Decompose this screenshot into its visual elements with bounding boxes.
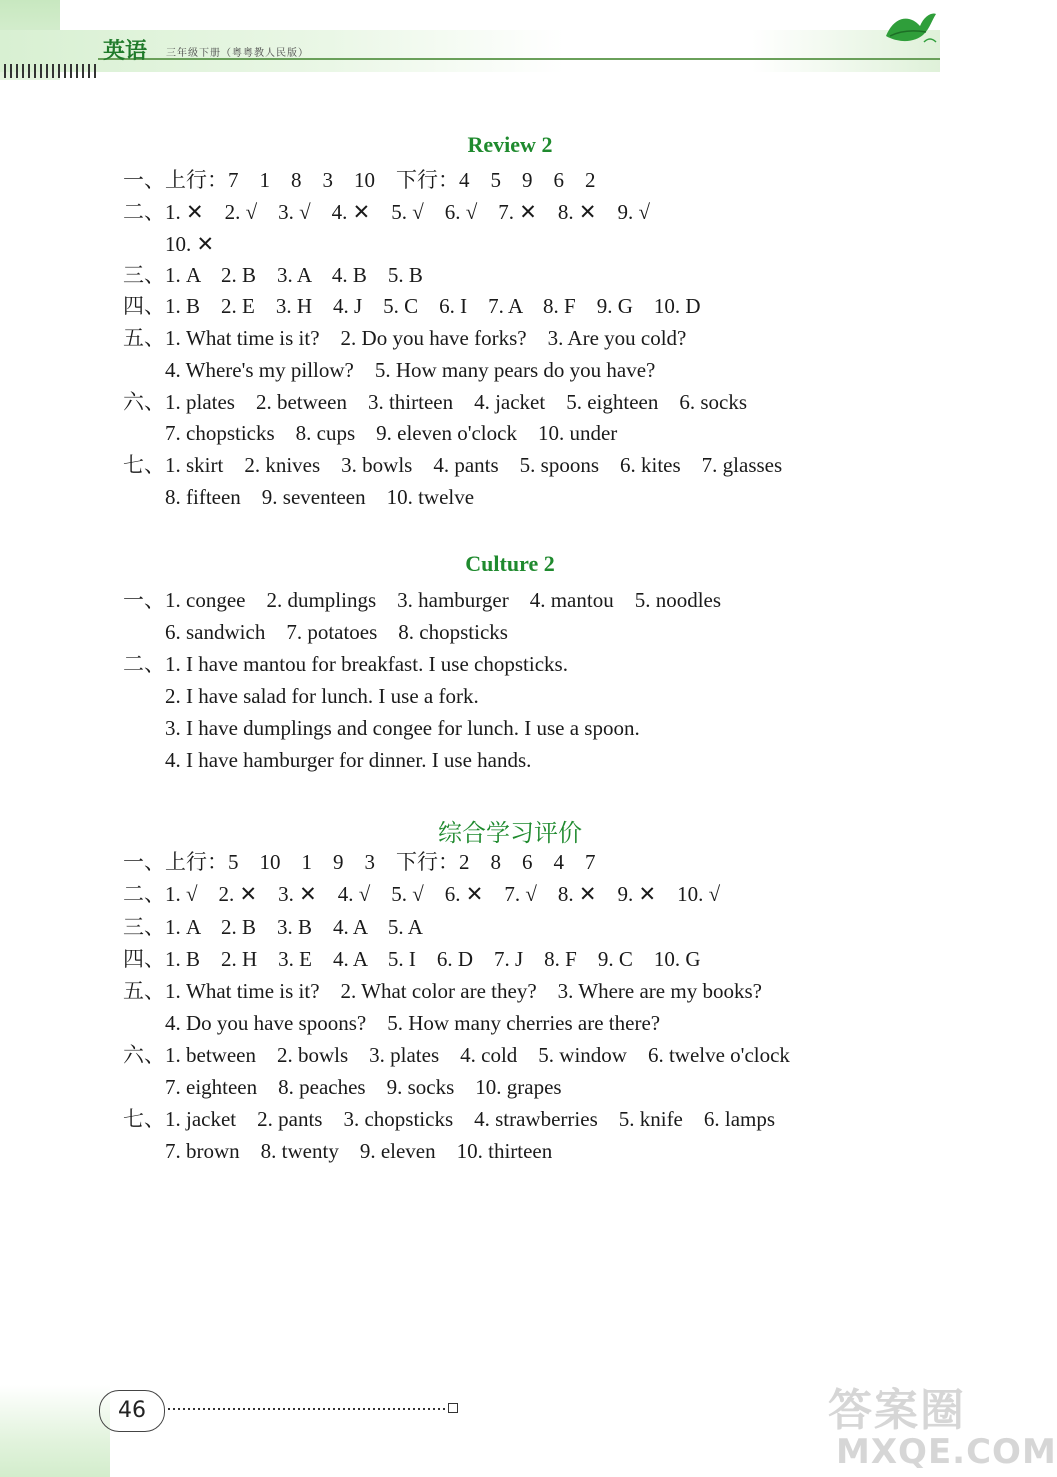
answer-line: 五、1. What time is it? 2. What color are they? 3. Where are my books? bbox=[123, 979, 762, 1003]
answer-line: 4. Where's my pillow? 5. How many pears do you have? bbox=[165, 358, 656, 382]
section-title-review-2: Review 2 bbox=[467, 132, 553, 157]
answer-line: 二、1. ✕ 2. √ 3. √ 4. ✕ 5. √ 6. √ 7. ✕ 8. ✕ 9. √ bbox=[123, 200, 651, 224]
grade-label: 三年级下册（粤粤教人民版） bbox=[166, 48, 309, 59]
answer-line: 四、1. B 2. E 3. H 4. J 5. C 6. I 7. A 8. F 9. G 10. D bbox=[123, 294, 701, 318]
answer-line: 六、1. between 2. bowls 3. plates 4. cold 5. window 6. twelve o'clock bbox=[123, 1043, 790, 1067]
answer-line: 五、1. What time is it? 2. Do you have forks? 3. Are you cold? bbox=[123, 326, 687, 350]
answer-line: 10. ✕ bbox=[165, 232, 215, 256]
answer-line: 二、1. I have mantou for breakfast. I use chopsticks. bbox=[123, 652, 568, 676]
section-title-comprehensive-assessment: 综合学习评价 bbox=[438, 819, 582, 847]
watermark-en-text: MXQE.COM bbox=[836, 1432, 1057, 1472]
answer-line: 三、1. A 2. B 3. A 4. B 5. B bbox=[123, 263, 423, 287]
answer-line: 六、1. plates 2. between 3. thirteen 4. jacket 5. eighteen 6. socks bbox=[123, 390, 748, 414]
answer-line: 3. I have dumplings and congee for lunch. I use a spoon. bbox=[165, 716, 640, 740]
answer-line: 6. sandwich 7. potatoes 8. chopsticks bbox=[165, 620, 508, 644]
answer-line: 二、1. √ 2. ✕ 3. ✕ 4. √ 5. √ 6. ✕ 7. √ 8. ✕ 9. ✕ 10. √ bbox=[123, 882, 721, 906]
subject-title: 英语 bbox=[103, 38, 148, 64]
answer-line: 2. I have salad for lunch. I use a fork. bbox=[165, 684, 479, 708]
footer-dotted-line bbox=[168, 1408, 446, 1410]
answer-line: 8. fifteen 9. seventeen 10. twelve bbox=[165, 485, 475, 509]
answer-line: 7. eighteen 8. peaches 9. socks 10. grapes bbox=[165, 1075, 562, 1099]
footer-band bbox=[0, 1385, 110, 1477]
answer-line: 一、上行：7 1 8 3 10 下行：4 5 9 6 2 bbox=[123, 168, 596, 192]
page-header bbox=[0, 0, 1000, 80]
answer-line: 4. Do you have spoons? 5. How many cherries are there? bbox=[165, 1011, 661, 1035]
leaf-logo-icon bbox=[880, 8, 940, 50]
section-title-culture-2: Culture 2 bbox=[465, 551, 555, 576]
answer-line: 一、上行：5 10 1 9 3 下行：2 8 6 4 7 bbox=[123, 850, 596, 874]
answer-line: 4. I have hamburger for dinner. I use hands. bbox=[165, 748, 532, 772]
answer-line: 七、1. skirt 2. knives 3. bowls 4. pants 5. spoons 6. kites 7. glasses bbox=[123, 453, 783, 477]
answer-line: 四、1. B 2. H 3. E 4. A 5. I 6. D 7. J 8. F 9. C 10. G bbox=[123, 947, 701, 971]
answer-line: 一、1. congee 2. dumplings 3. hamburger 4. mantou 5. noodles bbox=[123, 588, 722, 612]
watermark-logo bbox=[820, 1370, 1057, 1477]
answer-line: 七、1. jacket 2. pants 3. chopsticks 4. strawberries 5. knife 6. lamps bbox=[123, 1107, 776, 1131]
page-number: 46 bbox=[99, 1390, 165, 1432]
header-barcode-decoration bbox=[4, 64, 96, 78]
answer-line: 三、1. A 2. B 3. B 4. A 5. A bbox=[123, 915, 423, 939]
footer-square-icon bbox=[448, 1403, 458, 1413]
answer-line: 7. chopsticks 8. cups 9. eleven o'clock 10. under bbox=[165, 421, 618, 445]
watermark-cn-text: 答案圈 bbox=[828, 1385, 966, 1436]
answer-line: 7. brown 8. twenty 9. eleven 10. thirteen bbox=[165, 1139, 553, 1163]
